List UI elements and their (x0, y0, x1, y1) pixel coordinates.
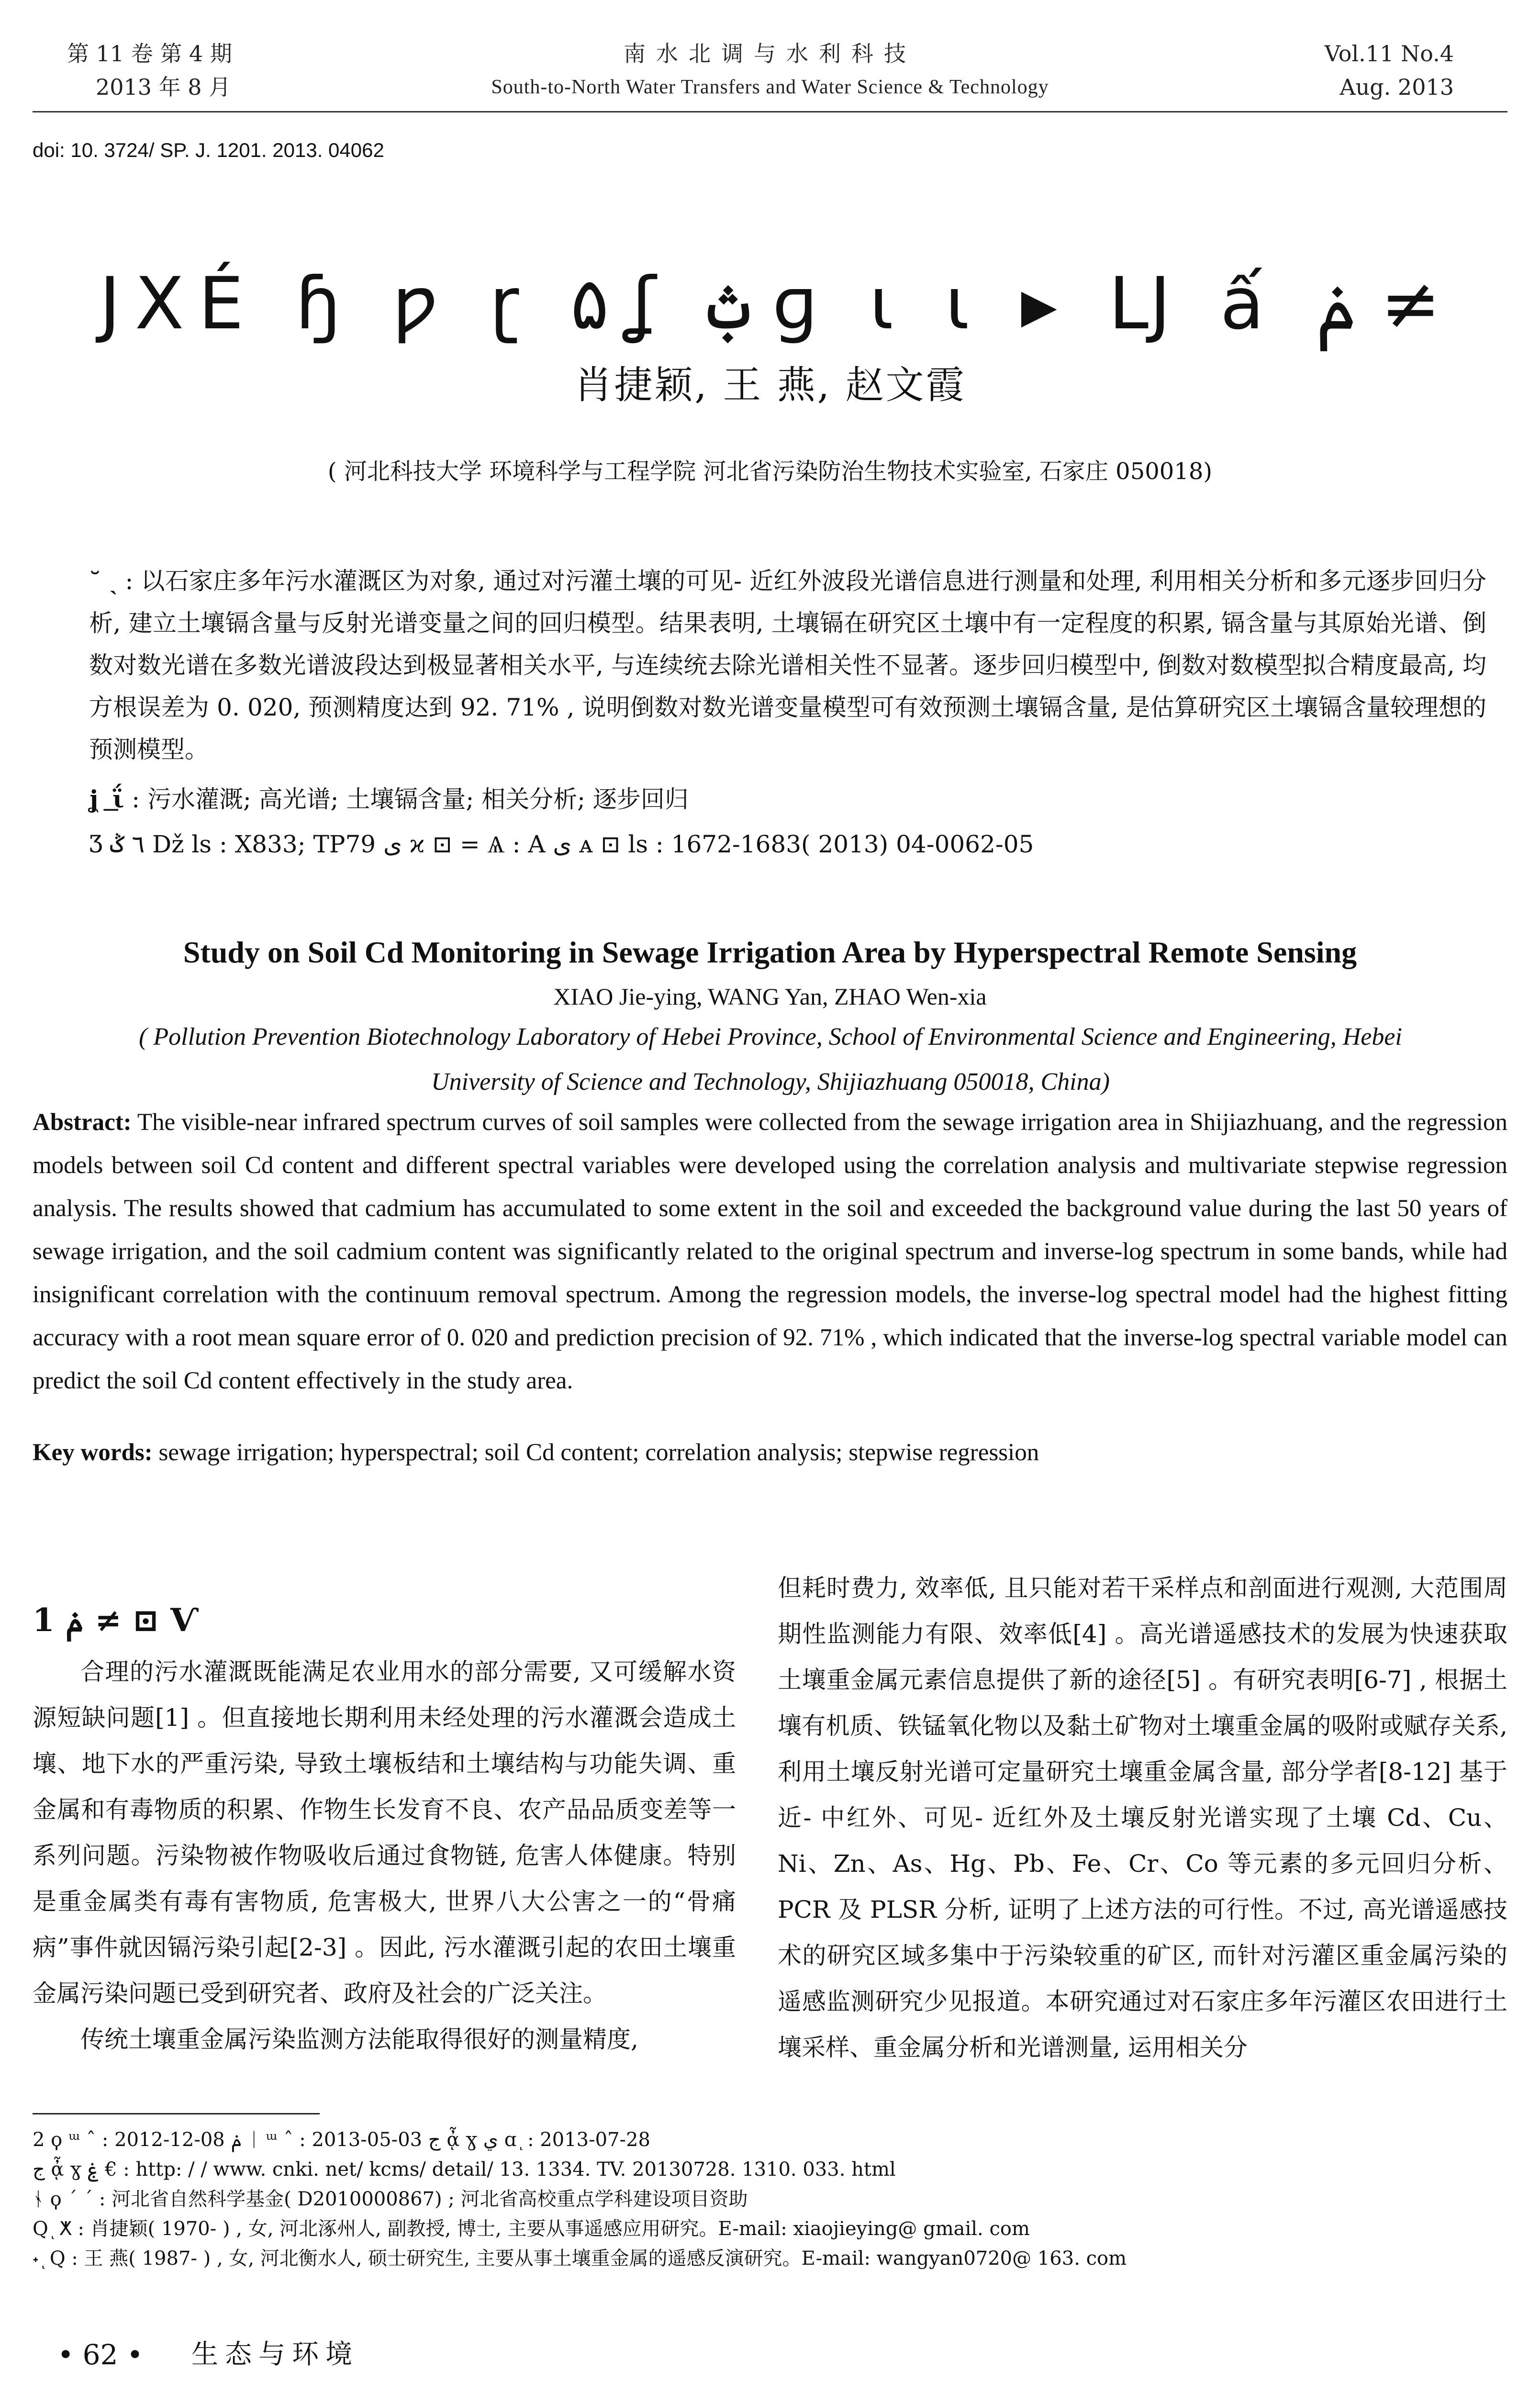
abstract-en-label: Abstract: (33, 1109, 132, 1136)
keywords-en-text: sewage irrigation; hyperspectral; soil Cd content; correlation analysis; stepwise regression (158, 1439, 1039, 1466)
abstract-cn (89, 560, 1486, 771)
footnote-rule (33, 2113, 320, 2114)
header-rule (33, 111, 1507, 112)
abstract-en (33, 1101, 1507, 1402)
body-paragraph: 传统土壤重金属污染监测方法能取得很好的测量精度, (80, 2025, 638, 2053)
doi: doi: 10. 3724/ SP. J. 1201. 2013. 04062 (33, 139, 384, 161)
header-date-en: Aug. 2013 (1339, 74, 1454, 100)
authors-en: XIAO Jie-ying, WANG Yan, ZHAO Wen-xia (553, 983, 987, 1010)
section-1-heading: 1 ݥ ≠ ⊡ Ѵ (33, 1601, 199, 1639)
title-en: Study on Soil Cd Monitoring in Sewage Irrigation Area by Hyperspectral Remote Sensing (183, 935, 1357, 969)
affiliation-en: ( Pollution Prevention Biotechnology Laboratory of Hebei Province, School of Environmental Science and Engineering, Hebei University of Science and Technology, Shijiazhuang 050018, China) (139, 1023, 1402, 1096)
keywords-cn-text: : 污水灌溉; 高光谱; 土壤镉含量; 相关分析; 逐步回归 (132, 785, 689, 813)
keywords-en (33, 1431, 1507, 1474)
footnote-author-2: ˖ ͅ Q : 王 燕( 1987- ) , 女, 河北衡水人, 硕士研究生, 主要从事土壤重金属的遥感反演研究。E-mail: wangyan0720@ 163. com (33, 2248, 1127, 2270)
keywords-cn-label: ʝ ͟ ΐ (89, 785, 124, 813)
footnotes (33, 2125, 1507, 2273)
footnote-author-1: Q ͅ ⵅ : 肖捷颖( 1970- ) , 女, 河北涿州人, 副教授, 博士, 主要从事遥感应用研究。E-mail: xiaojieying@ gmail. com (33, 2218, 1030, 2240)
header-volume-cn: 第 11 卷 第 4 期 (67, 41, 232, 67)
authors-cn: 肖捷颖, 王 燕, 赵文霞 (574, 363, 966, 407)
abstract-cn-label: ˘ ˎ (89, 567, 118, 595)
page-number: • 62 • (57, 2338, 144, 2371)
body-paragraph: 但耗时费力, 效率低, 且只能对若干采样点和剖面进行观测, 大范围周期性监测能力有限、效率低[4] 。高光谱遥感技术的发展为快速获取土壤重金属元素信息提供了新的途径[5] 。有研究表明[6-7] , 根据土壤有机质、铁锰氧化物以及黏土矿物对土壤重金属的吸附或赋存关系, 利用土壤反射光谱可定量研究土壤重金属含量, 部分学者[8-12] 基于近- 中红外、可见- 近红外及土壤反射光谱实现了土壤 Cd、Cu、Ni、Zn、As、Hg、Pb、Fe、Cr、Co 等元素的多元回归分析、PCR 及 PLSR 分析, 证明了上述方法的可行性。不过, 高光谱遥感技术的研究区域多集中于污染较重的矿区, 而针对污灌区重金属污染的遥感监测研究少见报道。本研究通过对石家庄多年污灌区农田进行土壤采样、重金属分析和光谱测量, 运用相关分 (778, 1574, 1507, 2061)
keywords-cn (89, 778, 1486, 820)
classification-cn: Ʒ ٦ ݣ ǅ ls : X833; TP79 ى ϰ ⊡ = Ѧ : A ى ᴀ ⊡ ls : 1672-1683( 2013) 04-0062-05 (89, 830, 1034, 858)
footnote-dates: 2 ϙ ᵚ ˆ : 2012-12-08 ݥ ᛁ ᵚ ˆ : 2013-05-03 ج ᾆ ɣ ي ɑ ͅ : 2013-07-28 (33, 2129, 650, 2151)
header-date-cn: 2013 年 8 月 (96, 74, 231, 100)
affiliation-cn: ( 河北科技大学 环境科学与工程学院 河北省污染防治生物技术实验室, 石家庄 050018) (327, 458, 1213, 485)
header-volume-en: Vol.11 No.4 (1324, 41, 1454, 67)
header-journal-cn: 南水北调与水利科技 (624, 41, 916, 67)
keywords-en-label: Key words: (33, 1439, 153, 1466)
abstract-en-text: The visible-near infrared spectrum curves of soil samples were collected from the sewage irrigation area in Shijiazhuang, and the regression models between soil Cd content and different spectral variables were developed using the correlation analysis and multivariate stepwise regression analysis. The results showed that cadmium has accumulated to some extent in the soil and exceeded the background value during the last 50 years of sewage irrigation, and the soil cadmium content was significantly related to the original spectrum and inverse-log spectrum in some bands, while had insignificant correlation with the continuum removal spectrum. Among the regression models, the inverse-log spectral model had the highest fitting accuracy with a root mean square error of 0. 020 and prediction precision of 92. 71% , which indicated that the inverse-log spectral variable model can predict the soil Cd content effectively in the study area. (33, 1109, 1507, 1394)
title-cn: ЈΧÉ ɧ ƿ ɽ ۵ ʆ ݑ ɡ ɩ ɩ ▸ Ǉ ấ ݥ ≠ (99, 262, 1441, 346)
footer-section-name: 生态与环境 (191, 2339, 359, 2370)
footnote-url[interactable]: ج ᾆ ɣ ۼ € : http: / / www. cnki. net/ kcms/ detail/ 13. 1334. TV. 20130728. 1310. 033. html (33, 2158, 896, 2181)
body-column-right (778, 1565, 1507, 2070)
header-journal-en: South-to-North Water Transfers and Water Science & Technology (491, 76, 1049, 98)
footnote-funding: ᛀ ϙ ´ ˊ : 河北省自然科学基金( D2010000867) ; 河北省高校重点学科建设项目资助 (33, 2188, 748, 2210)
abstract-cn-text: : 以石家庄多年污水灌溉区为对象, 通过对污灌土壤的可见- 近红外波段光谱信息进行测量和处理, 利用相关分析和多元逐步回归分析, 建立土壤镉含量与反射光谱变量之间的回归模型。结果表明, 土壤镉在研究区土壤中有一定程度的积累, 镉含量与其原始光谱、倒数对数光谱在多数光谱波段达到极显著相关水平, 与连续统去除光谱相关性不显著。逐步回归模型中, 倒数对数模型拟合精度最高, 均方根误差为 0. 020, 预测精度达到 92. 71% , 说明倒数对数光谱变量模型可有效预测土壤镉含量, 是估算研究区土壤镉含量较理想的预测模型。 (89, 567, 1486, 763)
body-column-left (33, 1649, 736, 2062)
body-paragraph: 合理的污水灌溉既能满足农业用水的部分需要, 又可缓解水资源短缺问题[1] 。但直接地长期利用未经处理的污水灌溉会造成土壤、地下水的严重污染, 导致土壤板结和土壤结构与功能失调、重金属和有毒物质的积累、作物生长发育不良、农产品品质变差等一系列问题。污染物被作物吸收后通过食物链, 危害人体健康。特别是重金属类有毒有害物质, 危害极大, 世界八大公害之一的“骨痛病”事件就因镉污染引起[2-3] 。因此, 污水灌溉引起的农田土壤重金属污染问题已受到研究者、政府及社会的广泛关注。 (33, 1658, 736, 2007)
